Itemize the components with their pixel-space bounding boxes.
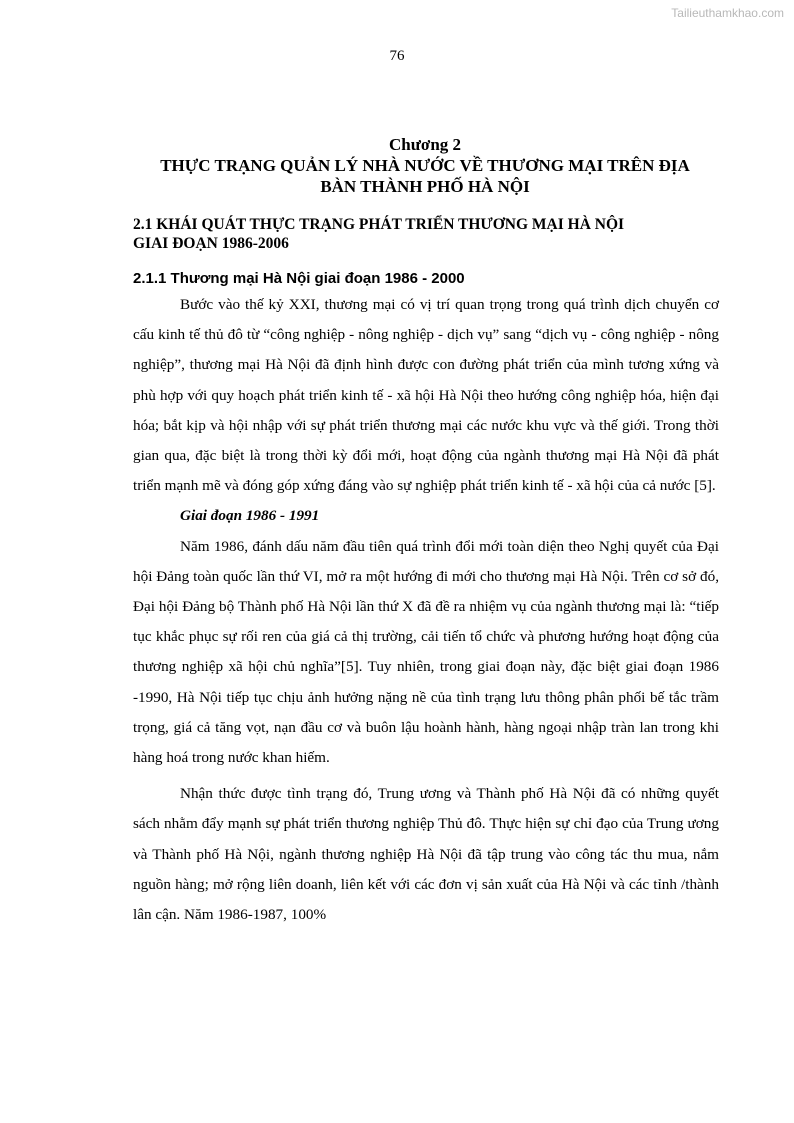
chapter-title-line-1: THỰC TRẠNG QUẢN LÝ NHÀ NƯỚC VỀ THƯƠNG MẠI TRÊN ĐỊA <box>160 156 690 175</box>
body-text <box>133 290 719 930</box>
page-number: 76 <box>389 48 405 64</box>
paragraph-awareness: Nhận thức được tình trạng đó, Trung ương và Thành phố Hà Nội đã có những quyết sách nhằm đẩy mạnh sự phát triển thương nghiệp Thủ đô. Thực hiện sự chỉ đạo của Trung ương và Thành phố Hà Nội, ngành thương nghiệp Hà Nội đã tập trung vào công tác thu mua, nắm nguồn hàng; mở rộng liên doanh, liên kết với các đơn vị sản xuất của Hà Nội và các tỉnh /thành lân cận. Năm 1986-1987, 100% <box>133 785 719 924</box>
chapter-heading <box>100 134 750 197</box>
subsection-heading: 2.1.1 Thương mại Hà Nội giai đoạn 1986 - 2000 <box>133 270 465 287</box>
paragraph-1986: Năm 1986, đánh dấu năm đầu tiên quá trình đổi mới toàn diện theo Nghị quyết của Đại hội Đảng toàn quốc lần thứ VI, mở ra một hướng đi mới cho thương mại Hà Nội. Trên cơ sở đó, Đại hội Đảng bộ Thành phố Hà Nội lần thứ X đã đề ra nhiệm vụ của ngành thương mại là: “tiếp tục khắc phục sự rối ren của giá cả thị trường, cải tiến tổ chức và phương hướng hoạt động của thương nghiệp xã hội chủ nghĩa”[5]. Tuy nhiên, trong giai đoạn này, đặc biệt giai đoạn 1986 -1990, Hà Nội tiếp tục chịu ảnh hưởng nặng nề của tình trạng lưu thông phân phối bế tắc trầm trọng, giá cả tăng vọt, nạn đầu cơ và buôn lậu hoành hành, hàng ngoại nhập tràn lan trong khi hàng hoá trong nước khan hiếm. <box>133 537 719 767</box>
chapter-label: Chương 2 <box>388 135 462 154</box>
section-heading-line-2: GIAI ĐOẠN 1986-2006 <box>133 235 289 252</box>
paragraph-intro: Bước vào thế kỷ XXI, thương mại có vị trí quan trọng trong quá trình dịch chuyển cơ cấu kinh tế thủ đô từ “công nghiệp - nông nghiệp - dịch vụ” sang “dịch vụ - công nghiệp - nông nghiệp”, thương mại Hà Nội đã định hình được con đường phát triển của mình tương xứng và phù hợp với quy hoạch phát triển kinh tế - xã hội Hà Nội theo hướng công nghiệp hóa, hiện đại hóa; bắt kịp và hội nhập với sự phát triển thương mại các nước khu vực và thế giới. Trong thời gian qua, đặc biệt là trong thời kỳ đổi mới, hoạt động của ngành thương mại Hà Nội đã phát triển mạnh mẽ và đóng góp xứng đáng vào sự nghiệp phát triển kinh tế - xã hội của cả nước [5]. <box>133 296 719 495</box>
chapter-title-line-2: BÀN THÀNH PHỐ HÀ NỘI <box>320 177 530 196</box>
watermark: Tailieuthamkhao.com <box>671 6 784 20</box>
period-heading: Giai đoạn 1986 - 1991 <box>180 507 320 525</box>
section-heading <box>133 215 733 253</box>
section-heading-line-1: 2.1 KHÁI QUÁT THỰC TRẠNG PHÁT TRIỂN THƯƠNG MẠI HÀ NỘI <box>133 216 625 233</box>
